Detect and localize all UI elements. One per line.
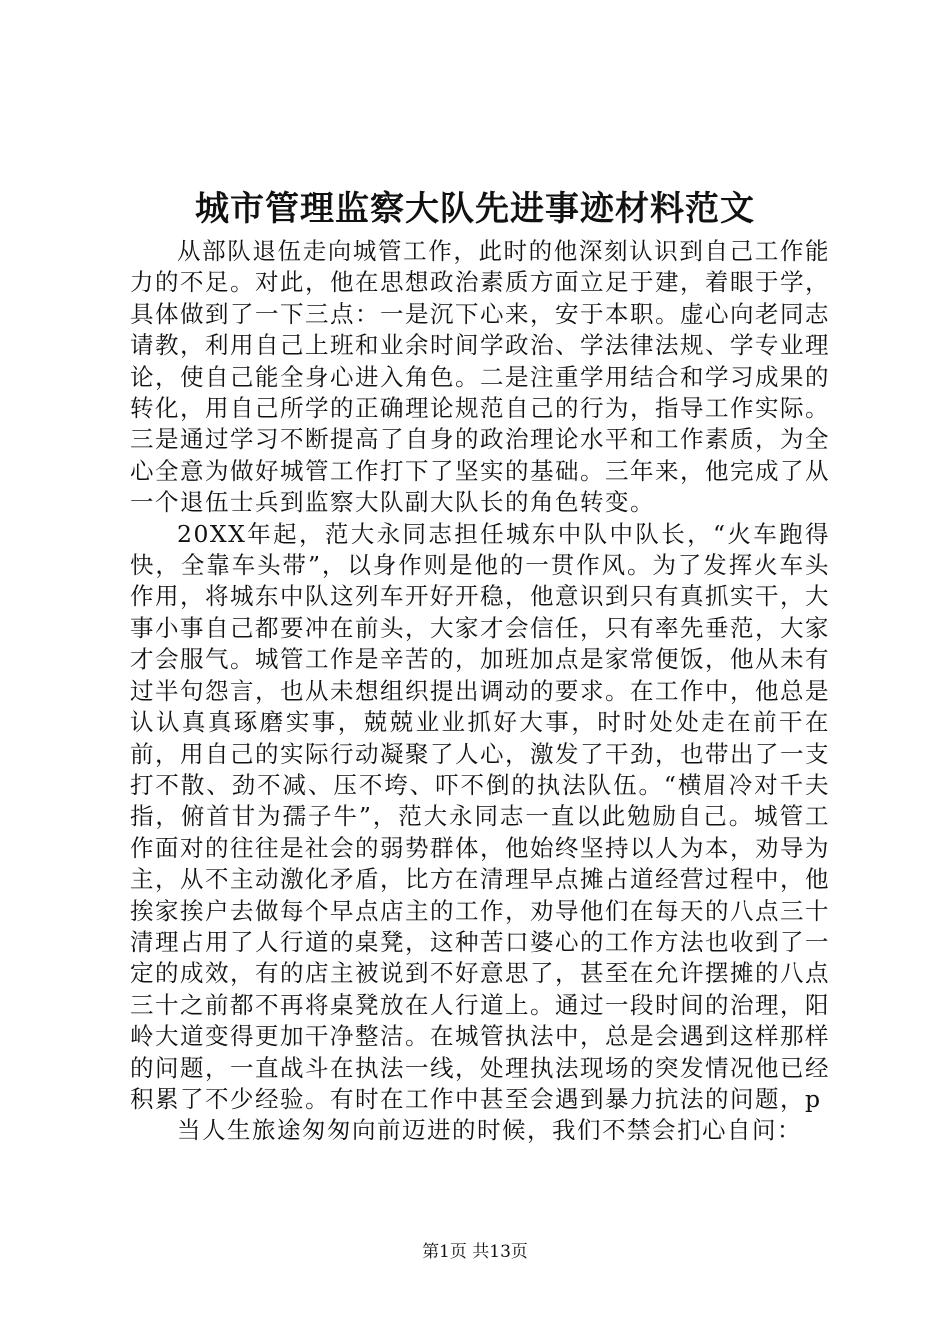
paragraph-1: 从部队退伍走向城管工作，此时的他深刻认识到自己工作能力的不足。对此，他在思想政治素质方面立足于建，着眼于学，具体做到了一下三点：一是沉下心来，安于本职。虚心向老同志请教，利用自己上班和业余时间学政治、学法律法规、学专业理论，使自己能全身心进入角色。二是注重学用结合和学习成果的转化，用自己所学的正确理论规范自己的行为，指导工作实际。三是通过学习不断提高了自身的政治理论水平和工作素质，为全心全意为做好城管工作打下了坚实的基础。三年来，他完成了从一个退伍士兵到监察大队副大队长的角色转变。 (130, 237, 830, 517)
paragraph-2: 20XX年起，范大永同志担任城东中队中队长，“火车跑得快，全靠车头带”，以身作则是他的一贯作风。为了发挥火车头作用，将城东中队这列车开好开稳，他意识到只有真抓实干，大事小事自己都要冲在前头，大家才会信任，只有率先垂范，大家才会服气。城管工作是辛苦的，加班加点是家常便饭，他从未有过半句怨言，也从未想组织提出调动的要求。在工作中，他总是认认真真琢磨实事，兢兢业业抓好大事，时时处处走在前干在前，用自己的实际行动凝聚了人心，激发了干劲，也带出了一支打不散、劲不减、压不垮、吓不倒的执法队伍。“横眉冷对千夫指，俯首甘为孺子牛”，范大永同志一直以此勉励自己。城管工作面对的往往是社会的弱势群体，他始终坚持以人为本，劝导为主，从不主动激化矛盾，比方在清理早点摊占道经营过程中，他挨家挨户去做每个早点店主的工作，劝导他们在每天的八点三十清理占用了人行道的桌凳，这种苦口婆心的工作方法也收到了一定的成效，有的店主被说到不好意思了，甚至在允许摆摊的八点三十之前都不再将桌凳放在人行道上。通过一段时间的治理，阳岭大道变得更加干净整洁。在城管执法中，总是会遇到这样那样的问题，一直战斗在执法一线，处理执法现场的突发情况他已经积累了不少经验。有时在工作中甚至会遇到暴力抗法的问题，p (130, 519, 830, 1113)
document-body (130, 236, 830, 1147)
paragraph-3: 当人生旅途匆匆向前迈进的时候，我们不禁会扪心自问： (177, 1116, 802, 1145)
page-number-footer: 第1页 共13页 (422, 1242, 528, 1262)
document-title: 城市管理监察大队先进事迹材料范文 (195, 189, 755, 229)
